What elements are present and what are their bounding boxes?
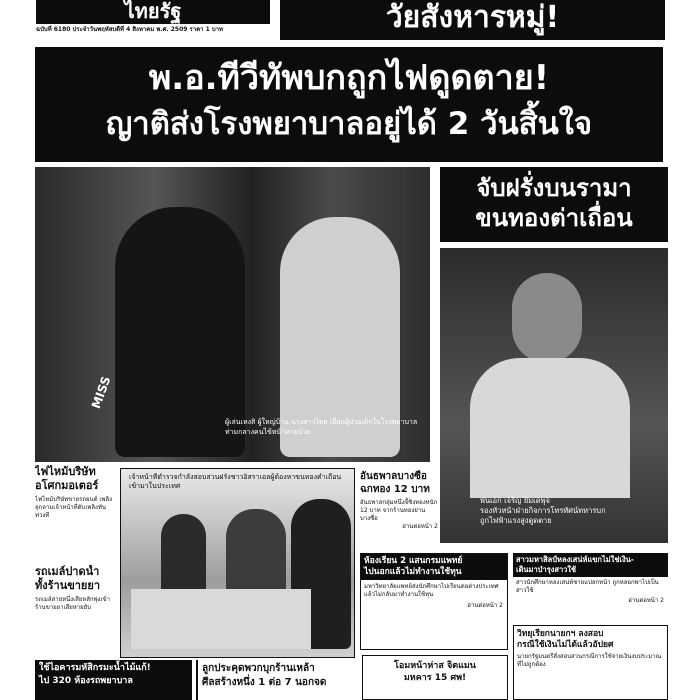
bottom-left-title-1: ใช้ไอคารมหัสิกรมะน้ำไม้แก้! <box>39 663 151 673</box>
boxed-story-header <box>361 554 507 580</box>
left-story-2-text: รถเมล์สายหนึ่งเสียหลักพุ่งเข้าร้านขายยาเสียหายยับ <box>35 596 110 611</box>
right-lower-body: สาวนักศึกษาหลงเสน่ห์ชายแปลกหน้า ถูกหลอกพาไปเป็นสาวใช้ <box>516 579 659 594</box>
boxed-story-2-title-1: วิทยุเรียกนายกฯ ลงสอบ <box>517 629 604 639</box>
boxed-story-body: มหาวิทยาลัยแพทย์ส่งนักศึกษาไปเรียนต่อต่างประเทศแล้วไม่กลับมาทำงานใช้ทุน <box>364 583 499 598</box>
boxed-story-2-body: นายกรัฐมนตรีสั่งสอบสวนกรณีการใช้จ่ายเงินงบประมาณที่ไม่ถูกต้อง <box>517 653 662 668</box>
sub-headline-line-2: ขนทองต่าเถื่อน <box>475 204 633 232</box>
top-banner: วัยสังหารหมู่! <box>280 0 665 40</box>
boxed-story-2-title-2: กรณีใช้เงินไม่ได้แล้วอัปยศ <box>517 640 614 650</box>
right-story <box>360 470 438 550</box>
main-photo <box>35 167 430 462</box>
left-story-1-title-2: อโศกมอเตอร์ <box>35 479 99 492</box>
portrait-head <box>512 273 582 363</box>
left-story-1-title-1: ไฟไหม้บริษัท <box>35 465 96 478</box>
bottom-ad-title: โอมหน้าห่าส จิตแมน <box>394 661 476 671</box>
right-story-continue: อ่านต่อหน้า 2 <box>402 523 438 530</box>
headline-line-1: พ.อ.ทีวีทัพบกถูกไฟดูดตาย! <box>148 58 550 98</box>
portrait-uniform <box>470 358 630 498</box>
boxed-story-title-1: ห้องเรียน 2 แสนกรมแพทย์ <box>364 556 463 566</box>
sub-headline <box>440 167 668 242</box>
boxed-story-2 <box>513 625 668 700</box>
right-lower-title-2: เดินมาบำรุงสาวใช้ <box>516 565 577 574</box>
left-story-1 <box>35 465 117 565</box>
person-silhouette-1 <box>161 514 206 594</box>
bottom-mid-headline <box>196 660 358 700</box>
sash-text: MISS <box>88 374 114 411</box>
table-surface <box>131 589 311 649</box>
right-story-title-2: ฉกทอง 12 บาท <box>360 484 430 495</box>
newspaper-logo: ไทยรัฐ <box>36 0 270 24</box>
right-lower-title-1: สาวมหาสิลป์หลงเสน่ห์แขกไม่ใช่เงิน- <box>516 555 634 564</box>
portrait-photo <box>440 248 668 543</box>
main-photo-caption: ผู้เล่นเหงสิ ผู้ใหญ่บ้าน นางสาวไทย เยี่ยมผู้ป่วยเด็กในโรงพยาบาล ท่ามกลางคนไข้หน้าหายป่วย <box>225 418 418 436</box>
left-story-2 <box>35 565 117 655</box>
left-story-2-title-1: รถเมล์ปาดน้ำ <box>35 565 100 578</box>
left-story-1-text: ไฟไหม้บริษัทขายรถยนต์ เพลิงลุกลามเจ้าหน้าที่ดับเพลิงทันท่วงที <box>35 496 113 519</box>
bottom-left-headline <box>35 660 192 700</box>
portrait-caption-line-3: ถูกไฟฟ้าแรงสูงดูดตาย <box>480 516 552 525</box>
bottom-ad-sub: มหคาร 15 ศพ! <box>403 673 467 683</box>
right-lower-story <box>513 553 668 623</box>
issue-line: ฉบับที่ 6180 ประจำวันพฤหัสบดีที่ 4 สิงหาคม พ.ศ. 2509 ราคา 1 บาท <box>36 26 223 33</box>
right-lower-header <box>513 553 668 577</box>
portrait-caption-line-1: พันเอก เจริญ ยิมเดพุจ <box>480 496 550 505</box>
boxed-story-title-2: ไปนอกแล้วไม่ทำงานใช้ทุน <box>364 567 462 577</box>
boxed-story <box>360 553 508 650</box>
bottom-left-title-2: ไป 320 ห้องรถพยาบาล <box>39 676 133 686</box>
left-story-2-title-2: ทั้งร้านขายยา <box>35 579 100 592</box>
middle-photo-caption: เจ้าหน้าที่ตำรวจกำลังสอบสวนฝรั่งชาวอิสราเอลผู้ต้องหาขนทองคำเถื่อนเข้ามาในประเทศ <box>129 473 342 490</box>
main-headline <box>35 47 663 162</box>
boxed-story-continue: อ่านต่อหน้า 2 <box>467 602 503 609</box>
right-story-title-1: อันธพาลบางซื่อ <box>360 471 427 482</box>
right-lower-continue: อ่านต่อหน้า 2 <box>628 597 664 604</box>
middle-photo <box>120 468 355 658</box>
sub-headline-line-1: จับฝรั่งบนรามา <box>476 174 632 202</box>
portrait-caption <box>480 496 665 541</box>
bottom-mid-title-1: ลูกประคุดพวกบุกร้านเหล้า <box>202 663 315 674</box>
bottom-ad <box>362 655 508 700</box>
headline-line-2: ญาติส่งโรงพยาบาลอยู่ได้ 2 วันสิ้นใจ <box>105 106 593 142</box>
right-story-body: อันธพาลกลุ่มหนึ่งจี้ชิงทองหนัก 12 บาท จากร้านทองย่านบางซื่อ <box>360 499 438 522</box>
portrait-caption-line-2: รองหัวหน้าฝ่ายกิจการโทรทัศน์ทหารบก <box>480 506 606 515</box>
bottom-mid-title-2: ศีลสร้างหนึ่ง 1 ต่อ 7 นอกจด <box>202 677 327 688</box>
